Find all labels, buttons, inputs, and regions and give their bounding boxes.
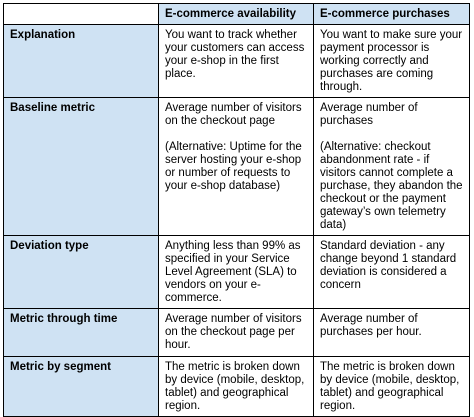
table-row: [4, 357, 470, 417]
cell-text: (Alternative: checkout abandonment rate - if visitors cannot complete a purchase, they abandon the checkout or the payment gateway’s own telemetry data): [320, 141, 463, 231]
cell-text: Average number of purchases: [320, 102, 418, 127]
cell-explanation-purchases: You want to make sure your payment processor is working correctly and purchases are coming through.: [314, 25, 470, 98]
cell-by-segment-purchases: The metric is broken down by device (mobile, desktop, tablet) and geographical region.: [314, 357, 470, 417]
cell-by-segment-availability: The metric is broken down by device (mobile, desktop, tablet) and geographical region.: [159, 357, 314, 417]
row-label-deviation: Deviation type: [4, 236, 159, 309]
cell-text: Average number of visitors on the checkout page: [165, 102, 302, 127]
comparison-table: [3, 3, 470, 417]
header-blank-cell: [4, 4, 159, 25]
table-row: [4, 98, 470, 236]
header-purchases: E-commerce purchases: [314, 4, 470, 25]
cell-deviation-availability: Anything less than 99% as specified in your Service Level Agreement (SLA) to vendors on your e-commerce.: [159, 236, 314, 309]
cell-baseline-purchases: [314, 98, 470, 236]
row-label-explanation: Explanation: [4, 25, 159, 98]
table-row: [4, 309, 470, 357]
cell-through-time-availability: Average number of visitors on the checkout page per hour.: [159, 309, 314, 357]
row-label-through-time: Metric through time: [4, 309, 159, 357]
row-label-baseline: Baseline metric: [4, 98, 159, 236]
cell-baseline-availability: [159, 98, 314, 236]
row-label-by-segment: Metric by segment: [4, 357, 159, 417]
cell-deviation-purchases: Standard deviation - any change beyond 1 standard deviation is considered a concern: [314, 236, 470, 309]
table-header-row: [4, 4, 470, 25]
comparison-table-wrapper: [3, 3, 469, 417]
cell-through-time-purchases: Average number of purchases per hour.: [314, 309, 470, 357]
cell-text: (Alternative: Uptime for the server hosting your e-shop or number of requests to your e-shop database): [165, 141, 302, 192]
cell-explanation-availability: You want to track whether your customers can access your e-shop in the first place.: [159, 25, 314, 98]
table-row: [4, 236, 470, 309]
table-row: [4, 25, 470, 98]
header-availability: E-commerce availability: [159, 4, 314, 25]
